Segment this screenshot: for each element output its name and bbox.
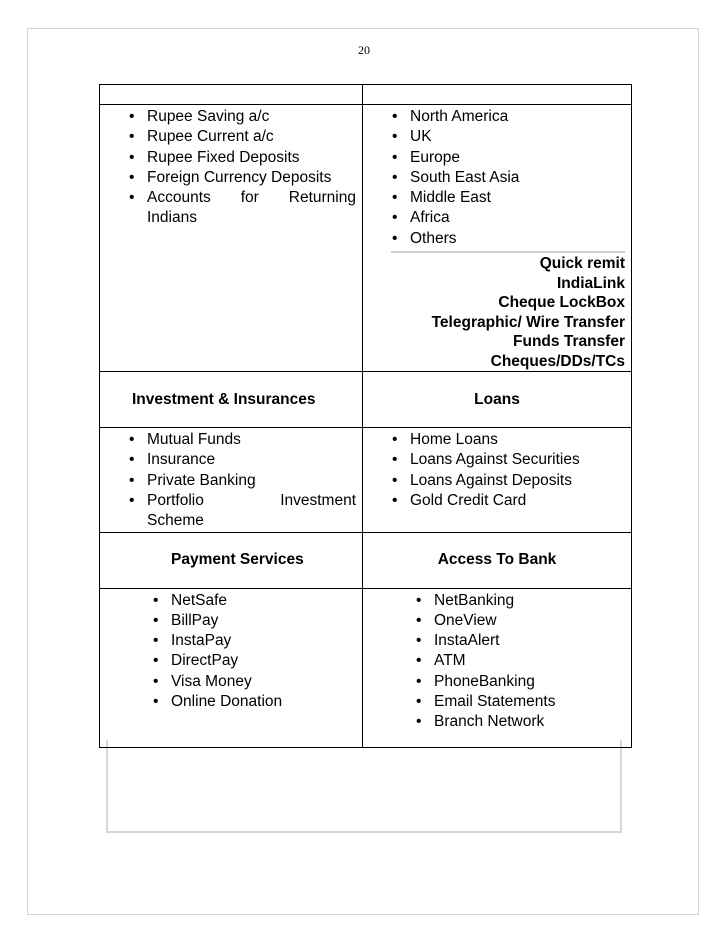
payments-list [100, 589, 362, 727]
remit-link[interactable]: Quick remit [539, 255, 625, 273]
list-item: • NetBanking [434, 591, 625, 611]
remit-link[interactable]: Cheques/DDs/TCs [490, 352, 625, 370]
list-item: • Email Statements [434, 692, 625, 712]
justified-line [147, 491, 356, 511]
loans-list [363, 428, 631, 511]
list-item: • North America [410, 107, 625, 127]
remit-link[interactable]: Funds Transfer [513, 333, 625, 351]
heading-payment-services: Payment Services [100, 532, 363, 588]
list-item: • South East Asia [410, 168, 625, 188]
list-item [147, 188, 356, 229]
regions-cell [363, 105, 632, 372]
word: for [240, 189, 259, 207]
heading-row-investments [100, 372, 632, 428]
list-item: • Rupee Saving a/c [147, 107, 356, 127]
list-item: • Gold Credit Card [410, 491, 625, 511]
heading-access-to-bank: Access To Bank [363, 532, 632, 588]
accounts-cell [100, 105, 363, 372]
investments-list [100, 428, 362, 531]
blank-header-left [100, 85, 363, 105]
loans-cell [363, 428, 632, 532]
continuation-line: Scheme [147, 512, 204, 530]
remit-link[interactable]: IndiaLink [556, 274, 625, 292]
list-item: • Africa [410, 208, 625, 228]
list-item: • Loans Against Deposits [410, 471, 625, 491]
remit-link[interactable]: Telegraphic/ Wire Transfer [431, 313, 625, 331]
list-item: • OneView [434, 611, 625, 631]
list-item: • BillPay [171, 611, 356, 631]
heading-investment: Investment & Insurances [100, 372, 363, 428]
services-table [99, 84, 632, 748]
list-item: • Rupee Fixed Deposits [147, 148, 356, 168]
list-item: • NetSafe [171, 591, 356, 611]
payments-row [100, 588, 632, 747]
heading-loans: Loans [363, 372, 632, 428]
accounts-list [100, 105, 362, 229]
divider-line [391, 251, 625, 253]
list-item: • Private Banking [147, 471, 356, 491]
list-item [147, 491, 356, 532]
inner-frame [106, 740, 622, 833]
blank-header-right [363, 85, 632, 105]
page-number: 20 [358, 43, 370, 57]
list-item: • UK [410, 127, 625, 147]
list-item: • Middle East [410, 188, 625, 208]
list-item: • InstaPay [171, 631, 356, 651]
list-item: • Foreign Currency Deposits [147, 168, 356, 188]
list-item: • Insurance [147, 450, 356, 470]
blank-header-row [100, 85, 632, 105]
word: Returning [288, 189, 356, 207]
list-item: • Mutual Funds [147, 430, 356, 450]
list-item: • DirectPay [171, 651, 356, 671]
list-item: • Rupee Current a/c [147, 127, 356, 147]
remit-link[interactable]: Cheque LockBox [498, 294, 625, 312]
investments-cell [100, 428, 363, 532]
word: • Portfolio [147, 491, 204, 509]
list-item: • Online Donation [171, 692, 356, 712]
list-item: • PhoneBanking [434, 672, 625, 692]
investments-row [100, 428, 632, 532]
list-item: • Others [410, 229, 625, 249]
access-cell [363, 588, 632, 747]
accounts-row [100, 105, 632, 372]
payments-cell [100, 588, 363, 747]
remit-links [363, 254, 631, 371]
justified-line [147, 188, 356, 208]
list-item: • ATM [434, 651, 625, 671]
heading-row-payments [100, 532, 632, 588]
regions-list [363, 105, 631, 249]
access-list [363, 589, 631, 747]
list-item: • Home Loans [410, 430, 625, 450]
list-item: • Loans Against Securities [410, 450, 625, 470]
word: Investment [280, 491, 356, 509]
continuation-line: Indians [147, 209, 197, 227]
list-item: • Visa Money [171, 672, 356, 692]
list-item: • Branch Network [434, 712, 625, 732]
list-item: • InstaAlert [434, 631, 625, 651]
word: • Accounts [147, 189, 211, 207]
list-item: • Europe [410, 148, 625, 168]
